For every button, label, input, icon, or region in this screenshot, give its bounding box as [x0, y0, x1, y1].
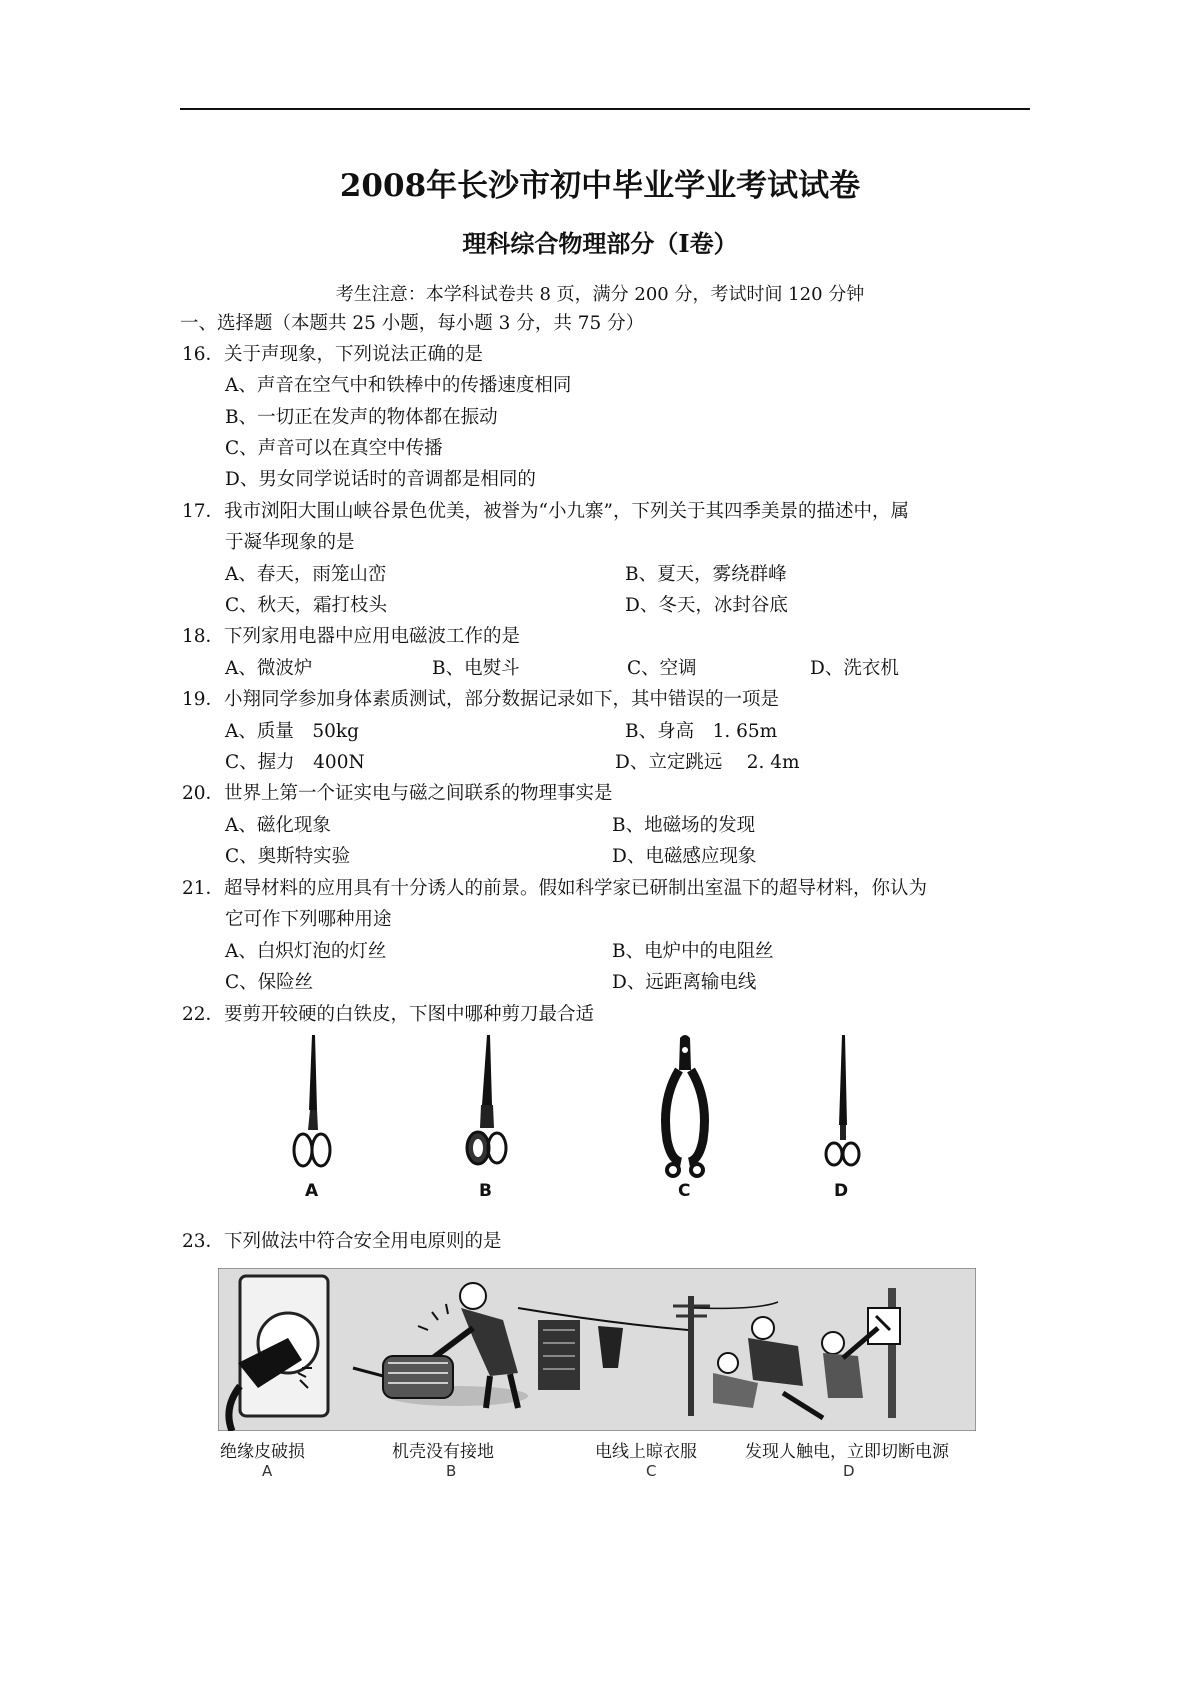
header-rule	[180, 108, 1030, 110]
q18-option-a: A、微波炉	[225, 658, 313, 679]
q18-option-d: D、洗衣机	[810, 658, 899, 679]
q23-caption-d: 发现人触电，立即切断电源	[745, 1442, 949, 1462]
q21-option-d: D、远距离输电线	[612, 972, 757, 993]
q23-letter-a: A	[262, 1462, 273, 1480]
scissors-a-label: A	[305, 1181, 319, 1201]
tin-snips-c-label: C	[678, 1181, 691, 1201]
q23-stem: 23．下列做法中符合安全用电原则的是	[182, 1231, 502, 1252]
q23-letter-b: B	[446, 1462, 457, 1480]
q19-option-c: C、握力 400N	[225, 752, 365, 773]
q17-stem: 17．我市浏阳大围山峡谷景色优美，被誉为“小九寨”，下列关于其四季美景的描述中，属	[182, 501, 909, 522]
electrical-safety-illustration	[218, 1268, 976, 1431]
q20-stem: 20．世界上第一个证实电与磁之间联系的物理事实是	[182, 783, 613, 804]
page-subtitle: 理科综合物理部分（Ⅰ卷）	[462, 229, 738, 258]
q23-letter-d: D	[843, 1462, 855, 1480]
section-heading: 一、选择题（本题共 25 小题，每小题 3 分，共 75 分）	[180, 313, 645, 334]
scissors-a-image	[288, 1030, 338, 1180]
q19-stem: 19．小翔同学参加身体素质测试，部分数据记录如下，其中错误的一项是	[182, 689, 780, 710]
q21-option-a: A、白炽灯泡的灯丝	[225, 941, 387, 962]
q17-option-d: D、冬天，冰封谷底	[625, 595, 788, 616]
q23-letter-c: C	[646, 1462, 657, 1480]
scissors-d-image	[818, 1030, 868, 1180]
q16-option-a: A、声音在空气中和铁棒中的传播速度相同	[225, 375, 572, 396]
q21-stem: 21．超导材料的应用具有十分诱人的前景。假如科学家已研制出室温下的超导材料，你认为	[182, 878, 928, 899]
q17-option-b: B、夏天，雾绕群峰	[625, 564, 787, 585]
q18-option-b: B、电熨斗	[432, 658, 520, 679]
q20-option-c: C、奥斯特实验	[225, 846, 351, 867]
q22-stem: 22．要剪开较硬的白铁皮，下图中哪种剪刀最合适	[182, 1004, 595, 1025]
q16-option-d: D、男女同学说话时的音调都是相同的	[225, 469, 536, 490]
exam-note: 考生注意：本学科试卷共 8 页，满分 200 分，考试时间 120 分钟	[335, 284, 865, 305]
page-title: 2008年长沙市初中毕业学业考试试卷	[339, 168, 861, 204]
q23-caption-a: 绝缘皮破损	[220, 1442, 305, 1462]
q20-option-a: A、磁化现象	[225, 815, 331, 836]
q20-option-d: D、电磁感应现象	[612, 846, 757, 867]
q20-option-b: B、地磁场的发现	[612, 815, 756, 836]
q23-caption-c: 电线上晾衣服	[595, 1442, 697, 1462]
q17-stem-cont: 于凝华现象的是	[225, 532, 355, 553]
q21-stem-cont: 它可作下列哪种用途	[225, 909, 392, 930]
damaged-insulation-scene	[229, 1276, 328, 1431]
q19-option-a: A、质量 50kg	[225, 721, 359, 742]
q18-option-c: C、空调	[627, 658, 697, 679]
q19-option-b: B、身高 1. 65m	[625, 721, 778, 742]
q16-option-c: C、声音可以在真空中传播	[225, 438, 443, 459]
q17-option-c: C、秋天，霜打枝头	[225, 595, 388, 616]
q19-option-d: D、立定跳远 2. 4m	[615, 752, 800, 773]
tin-snips-c-image	[655, 1030, 715, 1180]
q21-option-b: B、电炉中的电阻丝	[612, 941, 774, 962]
q16-option-b: B、一切正在发声的物体都在振动	[225, 407, 498, 428]
scissors-b-label: B	[479, 1181, 492, 1201]
q21-option-c: C、保险丝	[225, 972, 314, 993]
q16-stem: 16．关于声现象，下列说法正确的是	[182, 344, 484, 365]
q17-option-a: A、春天，雨笼山峦	[225, 564, 387, 585]
q23-caption-b: 机壳没有接地	[392, 1442, 494, 1462]
scissors-d-label: D	[834, 1181, 849, 1201]
q18-stem: 18．下列家用电器中应用电磁波工作的是	[182, 626, 521, 647]
scissors-b-image	[462, 1030, 512, 1180]
